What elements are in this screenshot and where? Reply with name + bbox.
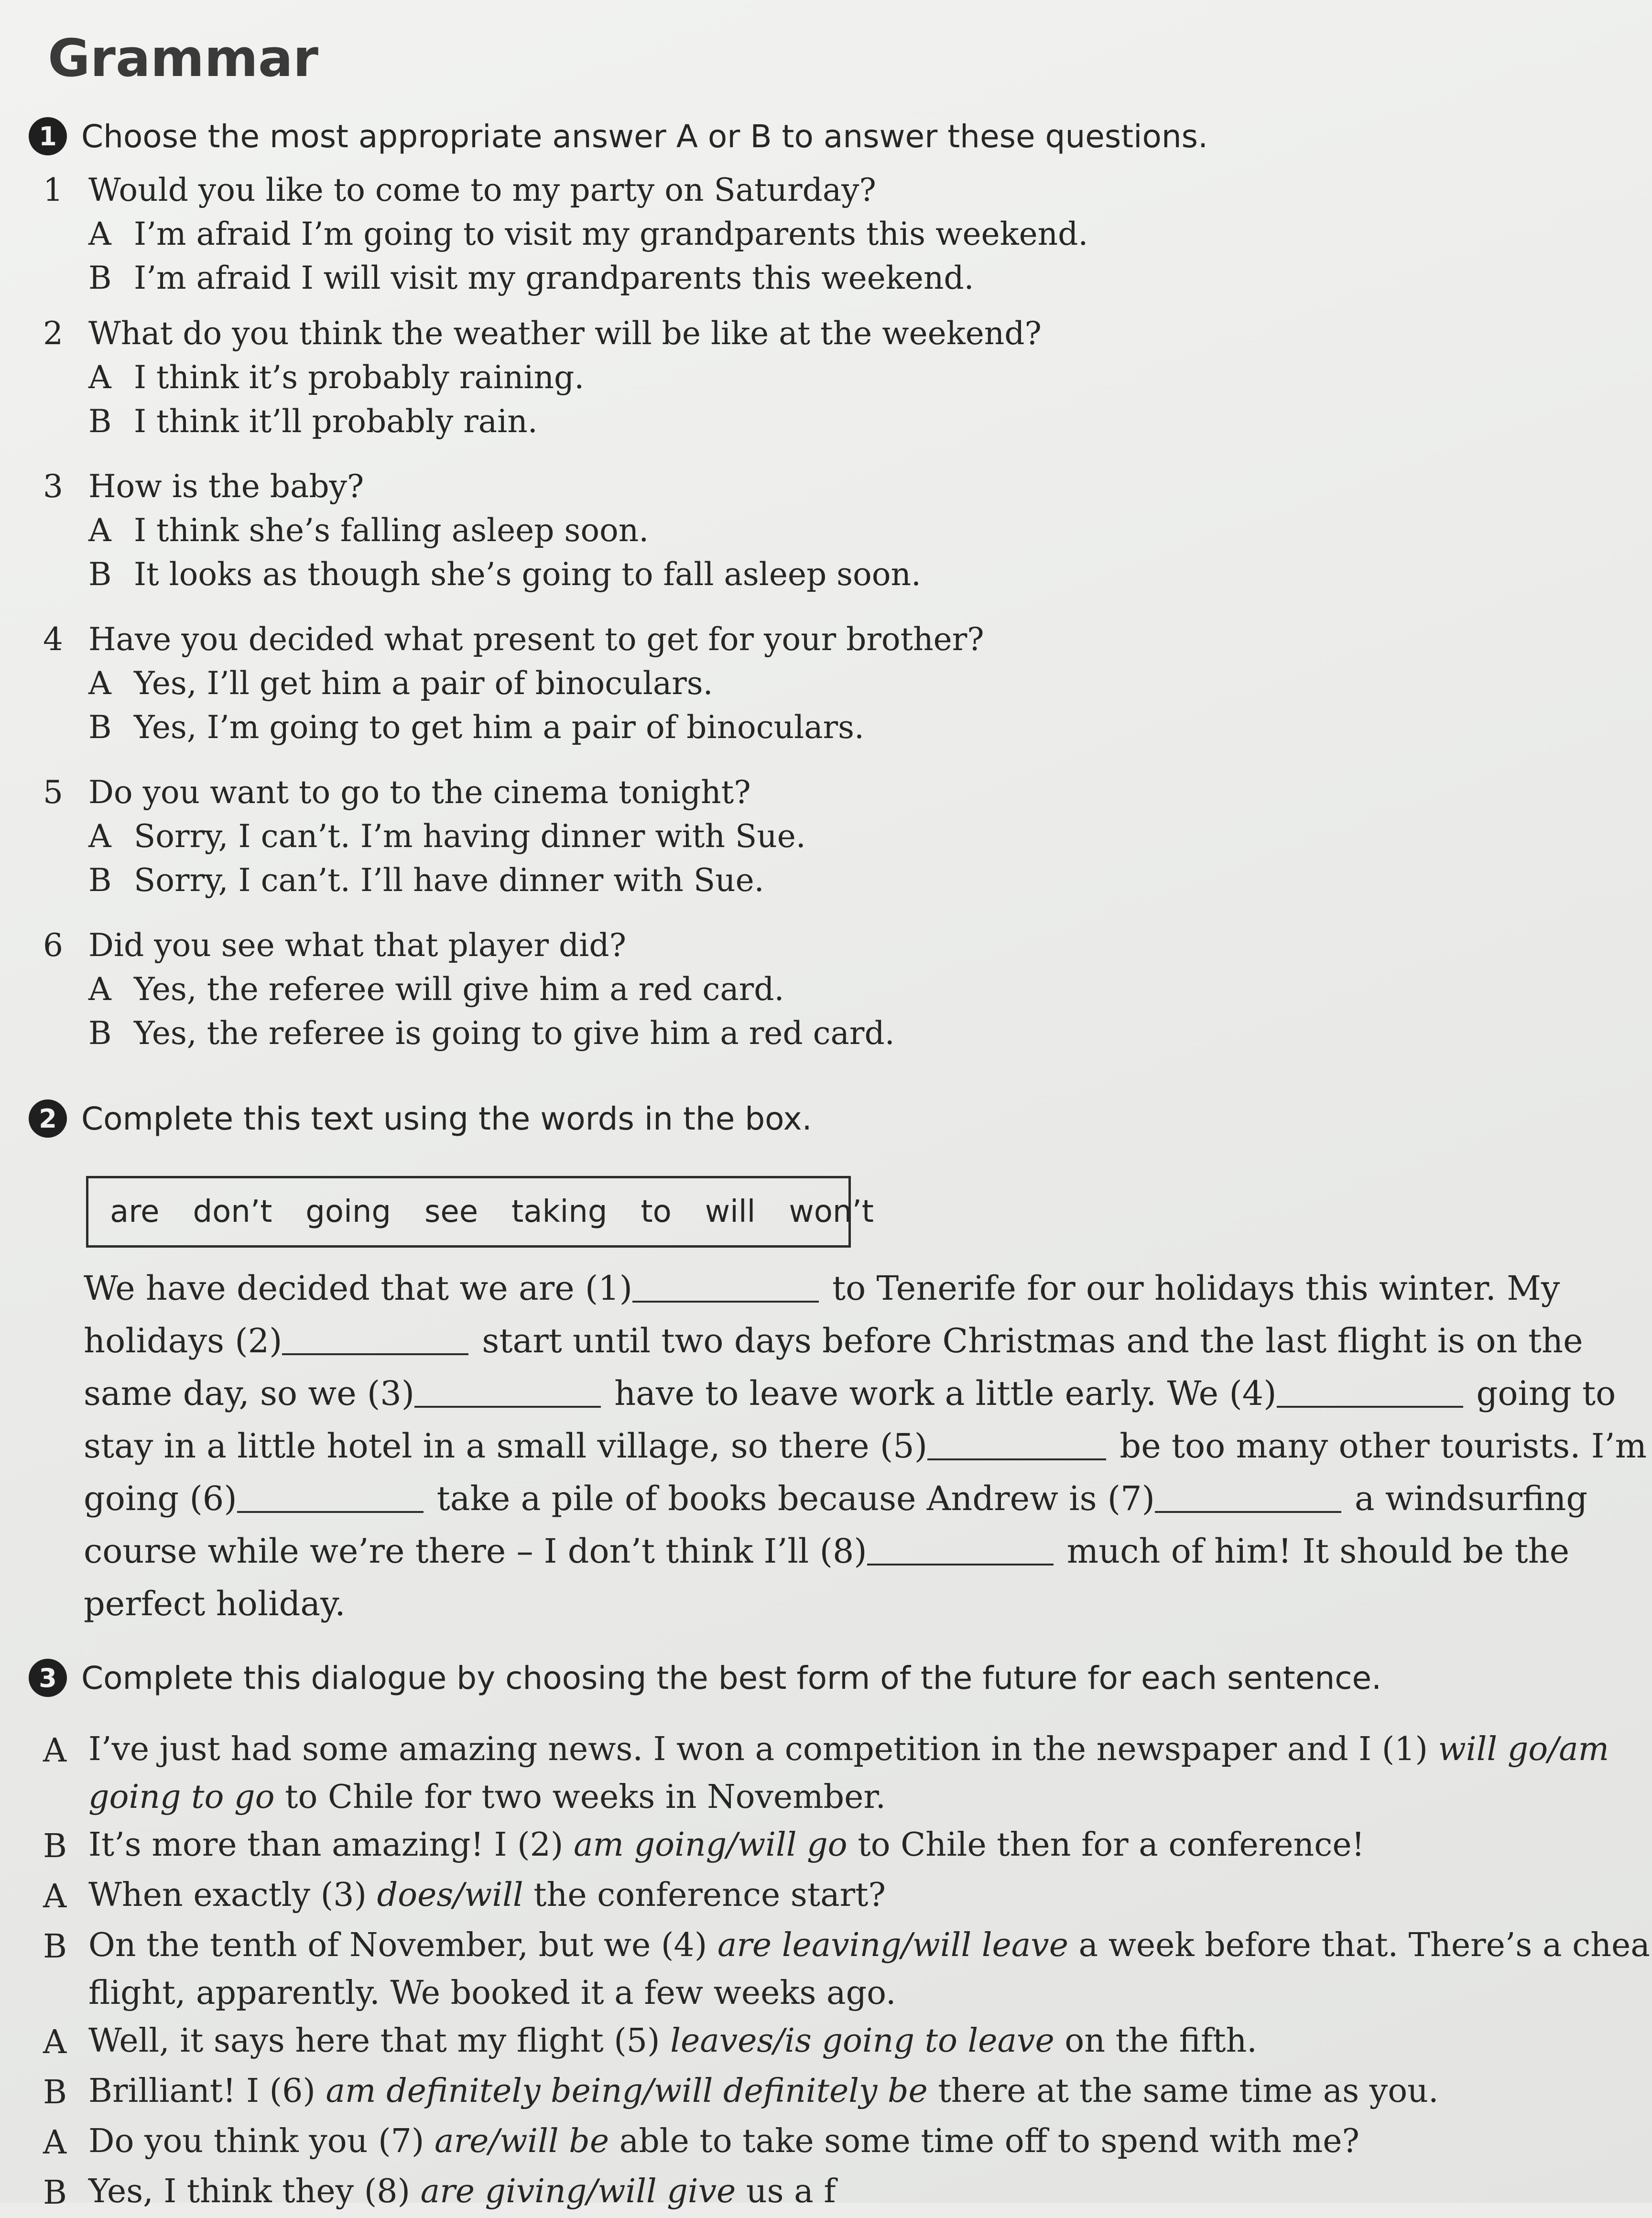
future-form-choice: does/will [377,1876,523,1914]
dialogue-turn [43,2067,1652,2118]
dialogue-after: there at the same time as you. [927,2072,1439,2110]
dialogue-before: On the tenth of November, but we (4) [88,1926,717,1964]
exercise-3-instruction: Complete this dialogue by choosing the best form of the future for each sentence. [81,1659,1382,1696]
dialogue-text [88,1726,1652,1821]
text-segment: course while we’re there – I don’t think I’ll [84,1532,820,1571]
text-segment: a windsurfing [1354,1479,1588,1518]
question-number: 3 [43,468,63,505]
dialogue-before: Yes, I think they (8) [88,2173,421,2210]
question-row [43,765,806,811]
dialogue-text [88,1871,886,1919]
text-segment: take a pile of books because Andrew is [436,1479,1108,1518]
speaker-label: B [43,1827,67,1865]
question-text: How is the baby? [88,468,364,505]
text-segment: We have decided that we are [84,1269,585,1308]
option-text: Yes, the referee will give him a red card. [134,971,784,1008]
future-form-choice: am going/will go [574,1826,848,1864]
future-form-choice: leaves/is going to leave [670,2022,1054,2060]
answer-blank [1277,1379,1463,1408]
box-word: will [705,1194,756,1229]
dialogue-turn [43,1726,1652,1821]
gap-number: (7) [1107,1479,1155,1518]
dialogue-text [88,2017,1257,2065]
text-line [84,1315,1647,1367]
question-row [43,918,895,964]
option-text: Yes, I’ll get him a pair of binoculars. [134,665,713,702]
option-a [43,505,921,549]
option-letter: A [88,512,111,549]
future-form-choice: are/will be [435,2122,609,2160]
question-text: Do you want to go to the cinema tonight? [88,774,751,811]
option-text: Sorry, I can’t. I’m having dinner with Sue. [134,818,806,855]
question-number: 2 [43,315,63,352]
option-text: Sorry, I can’t. I’ll have dinner with Sue. [134,862,764,899]
future-form-choice: are giving/will give [420,2173,736,2210]
speaker-label: A [43,2124,67,2162]
question-number: 6 [43,927,63,964]
box-word: won’t [789,1194,874,1229]
exercise-3-heading [29,1659,1381,1697]
question-row [43,612,984,658]
exercise-1-instruction: Choose the most appropriate answer A or B to answer these questions. [81,118,1208,155]
option-a [43,964,895,1008]
text-segment: start until two days before Christmas and the last flight is on the [482,1321,1583,1360]
option-b [43,396,1042,440]
speaker-label: A [43,1878,67,1915]
exercise-2-number: 2 [29,1099,67,1138]
dialogue-turn [43,1821,1652,1871]
gap-number: (3) [367,1374,415,1413]
option-text: It looks as though she’s going to fall asleep soon. [134,556,922,593]
text-line [84,1262,1647,1315]
option-a [43,208,1088,252]
question-number: 1 [43,172,63,208]
option-a [43,658,984,702]
speaker-label: A [43,2023,67,2061]
option-letter: A [88,665,111,702]
exercise-3-number: 3 [29,1659,67,1697]
gap-number: (5) [880,1426,928,1466]
option-b [43,855,806,899]
question-text: Would you like to come to my party on Saturday? [88,172,876,208]
dialogue-before: It’s more than amazing! I (2) [88,1826,574,1864]
question-row [43,163,1088,208]
dialogue-before: Do you think you (7) [88,2122,435,2160]
option-a [43,811,806,855]
gap-number: (6) [189,1479,237,1518]
dialogue-text [88,1821,1365,1869]
speaker-label: A [43,1732,67,1770]
exercise-1-heading [29,117,1208,155]
option-text: I’m afraid I’m going to visit my grandparents this weekend. [134,216,1088,252]
dialogue-after: to Chile then for a conference! [847,1826,1365,1864]
dialogue-before: Brilliant! I (6) [88,2072,326,2110]
option-text: I’m afraid I will visit my grandparents this weekend. [134,260,974,296]
text-line [84,1367,1647,1420]
answer-blank [237,1484,424,1513]
dialogue-after: able to take some time off to spend with me? [609,2122,1359,2160]
option-b [43,252,1088,296]
text-segment: be too many other tourists. I’m [1119,1426,1647,1466]
question-number: 4 [43,621,63,658]
page-title: Grammar [48,29,318,88]
exercise-1-number: 1 [29,117,67,155]
option-letter: A [88,359,111,396]
option-a [43,352,1042,396]
question-row [43,459,921,505]
box-word: see [424,1194,478,1229]
text-segment: stay in a little hotel in a small village, so there [84,1426,880,1466]
box-word: taking [511,1194,608,1229]
question-item [43,459,921,593]
answer-blank [867,1537,1054,1566]
dialogue-turn [43,2017,1652,2067]
dialogue-before: When exactly (3) [88,1876,377,1914]
question-number: 5 [43,774,63,811]
future-form-choice: will go/am going to go [88,1730,1609,1816]
question-text: What do you think the weather will be like at the weekend? [88,315,1042,352]
option-letter: B [88,709,112,746]
dialogue-text [88,2067,1439,2115]
dialogue-text [88,2118,1359,2165]
dialogue-text [88,1922,1652,2017]
option-letter: B [88,862,112,899]
gap-fill-text [84,1262,1647,1630]
gap-number: (4) [1229,1374,1277,1413]
answer-blank [282,1326,468,1355]
option-letter: A [88,818,111,855]
dialogue-after: the conference start? [523,1876,886,1914]
dialogue-after: us a f [736,2173,836,2210]
dialogue [43,1726,1652,2218]
future-form-choice: are leaving/will leave [717,1926,1068,1964]
answer-blank [632,1274,819,1303]
exercise-2-instruction: Complete this text using the words in the box. [81,1100,812,1137]
option-letter: B [88,556,112,593]
text-line [84,1420,1647,1472]
option-b [43,702,984,746]
option-text: I think she’s falling asleep soon. [134,512,649,549]
box-word: to [641,1194,672,1229]
text-segment: going [84,1479,190,1518]
box-word: going [305,1194,391,1229]
text-line [84,1577,1647,1630]
text-segment: much of him! It should be the [1066,1532,1570,1571]
text-segment: going to [1476,1374,1616,1413]
option-b [43,1008,895,1052]
answer-blank [414,1379,601,1408]
option-text: Yes, I’m going to get him a pair of binoculars. [134,709,865,746]
option-letter: B [88,260,112,296]
dialogue-text [88,2168,836,2216]
box-word: don’t [193,1194,272,1229]
answer-blank [927,1432,1106,1460]
exercise-2-heading [29,1099,812,1138]
dialogue-after: to Chile for two weeks in November. [274,1778,886,1816]
option-letter: A [88,216,111,252]
option-text: Yes, the referee is going to give him a red card. [134,1015,895,1052]
option-text: I think it’s probably raining. [134,359,585,396]
text-line [84,1472,1647,1525]
gap-number: (8) [819,1532,867,1571]
answer-blank [1155,1484,1341,1513]
question-text: Did you see what that player did? [88,927,627,964]
option-b [43,549,921,593]
box-word: are [110,1194,160,1229]
question-text: Have you decided what present to get for your brother? [88,621,984,658]
gap-number: (1) [585,1269,633,1308]
dialogue-after: a week before that. There’s a chea flight, apparently. We booked it a few weeks ago. [88,1926,1650,2012]
text-segment: to Tenerife for our holidays this winter. My [832,1269,1560,1308]
speaker-label: B [43,1928,67,1966]
dialogue-turn [43,2168,1652,2218]
speaker-label: B [43,2074,67,2111]
word-box [86,1176,874,1248]
question-item [43,918,895,1052]
question-row [43,306,1042,352]
question-item [43,765,806,899]
option-letter: B [88,403,112,440]
gap-number: (2) [235,1321,283,1360]
option-text: I think it’ll probably rain. [134,403,538,440]
future-form-choice: am definitely being/will definitely be [326,2072,928,2110]
dialogue-after: on the fifth. [1054,2022,1257,2060]
speaker-label: B [43,2174,67,2212]
dialogue-before: I’ve just had some amazing news. I won a competition in the newspaper and I (1) [88,1730,1438,1768]
question-item [43,163,1088,296]
dialogue-turn [43,1922,1652,2017]
question-item [43,306,1042,440]
dialogue-before: Well, it says here that my flight (5) [88,2022,671,2060]
dialogue-turn [43,1871,1652,1922]
question-item [43,612,984,746]
option-letter: A [88,971,111,1008]
dialogue-turn [43,2118,1652,2168]
text-segment: same day, so we [84,1374,367,1413]
text-segment: perfect holiday. [84,1584,346,1623]
text-segment: holidays [84,1321,235,1360]
option-letter: B [88,1015,112,1052]
text-line [84,1525,1647,1577]
text-segment: have to leave work a little early. We [614,1374,1229,1413]
